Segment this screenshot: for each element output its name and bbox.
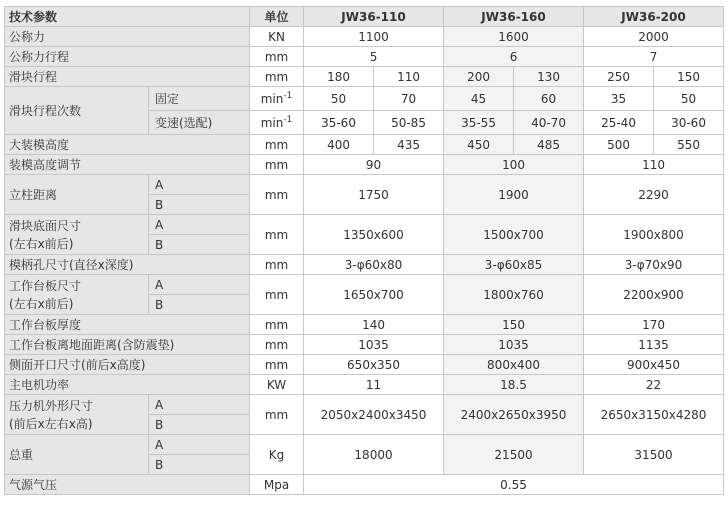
table-row bbox=[5, 395, 724, 415]
value-cell: 31500 bbox=[584, 435, 724, 475]
table-row bbox=[5, 255, 724, 275]
header-unit: 单位 bbox=[250, 7, 304, 27]
value-cell: 35 bbox=[584, 87, 654, 111]
value-cell: 110 bbox=[374, 67, 444, 87]
value-cell: 900x450 bbox=[584, 355, 724, 375]
header-model-1: JW36-110 bbox=[304, 7, 444, 27]
unit-cell: mm bbox=[250, 315, 304, 335]
table-row bbox=[5, 175, 724, 195]
value-cell: 100 bbox=[444, 155, 584, 175]
header-model-2: JW36-160 bbox=[444, 7, 584, 27]
row-label: 工作台板离地面距离(含防震垫) bbox=[5, 335, 250, 355]
value-cell: 5 bbox=[304, 47, 444, 67]
sub-label-b: B bbox=[149, 295, 250, 315]
value-cell: 45 bbox=[444, 87, 514, 111]
value-cell: 3-φ60x80 bbox=[304, 255, 444, 275]
value-cell: 2200x900 bbox=[584, 275, 724, 315]
value-cell: 550 bbox=[654, 135, 724, 155]
sub-label-a: A bbox=[149, 215, 250, 235]
unit-cell: mm bbox=[250, 155, 304, 175]
value-cell: 1035 bbox=[304, 335, 444, 355]
value-cell: 250 bbox=[584, 67, 654, 87]
table-row bbox=[5, 215, 724, 235]
unit-cell: KN bbox=[250, 27, 304, 47]
row-label: 立柱距离 bbox=[5, 175, 149, 215]
row-label: 工作台板厚度 bbox=[5, 315, 250, 335]
value-cell: 110 bbox=[584, 155, 724, 175]
row-label: 侧面开口尺寸(前后x高度) bbox=[5, 355, 250, 375]
value-cell: 50 bbox=[304, 87, 374, 111]
row-label: 工作台板尺寸 (左右x前后) bbox=[5, 275, 149, 315]
sub-label: 固定 bbox=[149, 87, 250, 111]
value-cell: 2000 bbox=[584, 27, 724, 47]
table-row bbox=[5, 275, 724, 295]
value-cell: 1500x700 bbox=[444, 215, 584, 255]
value-cell: 1135 bbox=[584, 335, 724, 355]
row-label: 压力机外形尺寸 (前后x左右x高) bbox=[5, 395, 149, 435]
value-cell: 18000 bbox=[304, 435, 444, 475]
value-cell: 35-55 bbox=[444, 111, 514, 135]
row-label: 滑块行程 bbox=[5, 67, 250, 87]
value-cell: 90 bbox=[304, 155, 444, 175]
value-cell: 130 bbox=[514, 67, 584, 87]
header-row bbox=[5, 7, 724, 27]
value-cell: 60 bbox=[514, 87, 584, 111]
value-cell: 200 bbox=[444, 67, 514, 87]
sub-label-b: B bbox=[149, 195, 250, 215]
value-cell: 70 bbox=[374, 87, 444, 111]
sub-label-a: A bbox=[149, 435, 250, 455]
table-row bbox=[5, 375, 724, 395]
value-cell: 35-60 bbox=[304, 111, 374, 135]
row-label: 主电机功率 bbox=[5, 375, 250, 395]
sub-label-b: B bbox=[149, 235, 250, 255]
value-cell: 800x400 bbox=[444, 355, 584, 375]
value-cell: 11 bbox=[304, 375, 444, 395]
table-row bbox=[5, 47, 724, 67]
value-cell: 1600 bbox=[444, 27, 584, 47]
value-cell: 3-φ70x90 bbox=[584, 255, 724, 275]
value-cell: 140 bbox=[304, 315, 444, 335]
value-cell: 1900 bbox=[444, 175, 584, 215]
value-cell: 2650x3150x4280 bbox=[584, 395, 724, 435]
unit-cell: Mpa bbox=[250, 475, 304, 495]
sub-label-a: A bbox=[149, 175, 250, 195]
value-cell: 21500 bbox=[444, 435, 584, 475]
row-label: 总重 bbox=[5, 435, 149, 475]
value-cell: 0.55 bbox=[304, 475, 724, 495]
value-cell: 1350x600 bbox=[304, 215, 444, 255]
table-row bbox=[5, 435, 724, 455]
unit-cell: mm bbox=[250, 135, 304, 155]
value-cell: 40-70 bbox=[514, 111, 584, 135]
value-cell: 435 bbox=[374, 135, 444, 155]
value-cell: 150 bbox=[444, 315, 584, 335]
value-cell: 7 bbox=[584, 47, 724, 67]
value-cell: 18.5 bbox=[444, 375, 584, 395]
header-model-3: JW36-200 bbox=[584, 7, 724, 27]
value-cell: 2050x2400x3450 bbox=[304, 395, 444, 435]
unit-cell: mm bbox=[250, 335, 304, 355]
value-cell: 1750 bbox=[304, 175, 444, 215]
table-row bbox=[5, 27, 724, 47]
value-cell: 30-60 bbox=[654, 111, 724, 135]
value-cell: 25-40 bbox=[584, 111, 654, 135]
unit-cell: mm bbox=[250, 255, 304, 275]
unit-cell: mm bbox=[250, 355, 304, 375]
value-cell: 1800x760 bbox=[444, 275, 584, 315]
value-cell: 1900x800 bbox=[584, 215, 724, 255]
value-cell: 450 bbox=[444, 135, 514, 155]
unit-cell: mm bbox=[250, 67, 304, 87]
value-cell: 500 bbox=[584, 135, 654, 155]
table-row bbox=[5, 355, 724, 375]
value-cell: 650x350 bbox=[304, 355, 444, 375]
row-label: 滑块行程次数 bbox=[5, 87, 149, 135]
value-cell: 400 bbox=[304, 135, 374, 155]
value-cell: 50 bbox=[654, 87, 724, 111]
unit-cell: $\min^{-1}$ bbox=[250, 111, 304, 135]
value-cell: 1035 bbox=[444, 335, 584, 355]
row-label: 滑块底面尺寸 (左右x前后) bbox=[5, 215, 149, 255]
sub-label-b: B bbox=[149, 415, 250, 435]
unit-cell: mm bbox=[250, 395, 304, 435]
unit-cell: Kg bbox=[250, 435, 304, 475]
sub-label-a: A bbox=[149, 395, 250, 415]
unit-cell: $\min^{-1}$ bbox=[250, 87, 304, 111]
unit-cell: mm bbox=[250, 275, 304, 315]
spec-table bbox=[4, 6, 724, 495]
value-cell: 22 bbox=[584, 375, 724, 395]
value-cell: 1100 bbox=[304, 27, 444, 47]
unit-cell: mm bbox=[250, 215, 304, 255]
row-label: 气源气压 bbox=[5, 475, 250, 495]
value-cell: 2290 bbox=[584, 175, 724, 215]
table-row bbox=[5, 87, 724, 111]
row-label: 公称力 bbox=[5, 27, 250, 47]
value-cell: 170 bbox=[584, 315, 724, 335]
value-cell: 1650x700 bbox=[304, 275, 444, 315]
value-cell: 150 bbox=[654, 67, 724, 87]
row-label: 模柄孔尺寸(直径x深度) bbox=[5, 255, 250, 275]
unit-cell: mm bbox=[250, 47, 304, 67]
sub-label: 变速(选配) bbox=[149, 111, 250, 135]
unit-cell: mm bbox=[250, 175, 304, 215]
table-row bbox=[5, 67, 724, 87]
table-row bbox=[5, 135, 724, 155]
sub-label-b: B bbox=[149, 455, 250, 475]
header-param: 技术参数 bbox=[5, 7, 250, 27]
row-label: 公称力行程 bbox=[5, 47, 250, 67]
value-cell: 6 bbox=[444, 47, 584, 67]
table-row bbox=[5, 475, 724, 495]
table-row bbox=[5, 315, 724, 335]
value-cell: 485 bbox=[514, 135, 584, 155]
value-cell: 50-85 bbox=[374, 111, 444, 135]
unit-cell: KW bbox=[250, 375, 304, 395]
value-cell: 3-φ60x85 bbox=[444, 255, 584, 275]
value-cell: 2400x2650x3950 bbox=[444, 395, 584, 435]
value-cell: 180 bbox=[304, 67, 374, 87]
row-label: 大装模高度 bbox=[5, 135, 250, 155]
sub-label-a: A bbox=[149, 275, 250, 295]
table-row bbox=[5, 335, 724, 355]
table-row bbox=[5, 155, 724, 175]
row-label: 装模高度调节 bbox=[5, 155, 250, 175]
